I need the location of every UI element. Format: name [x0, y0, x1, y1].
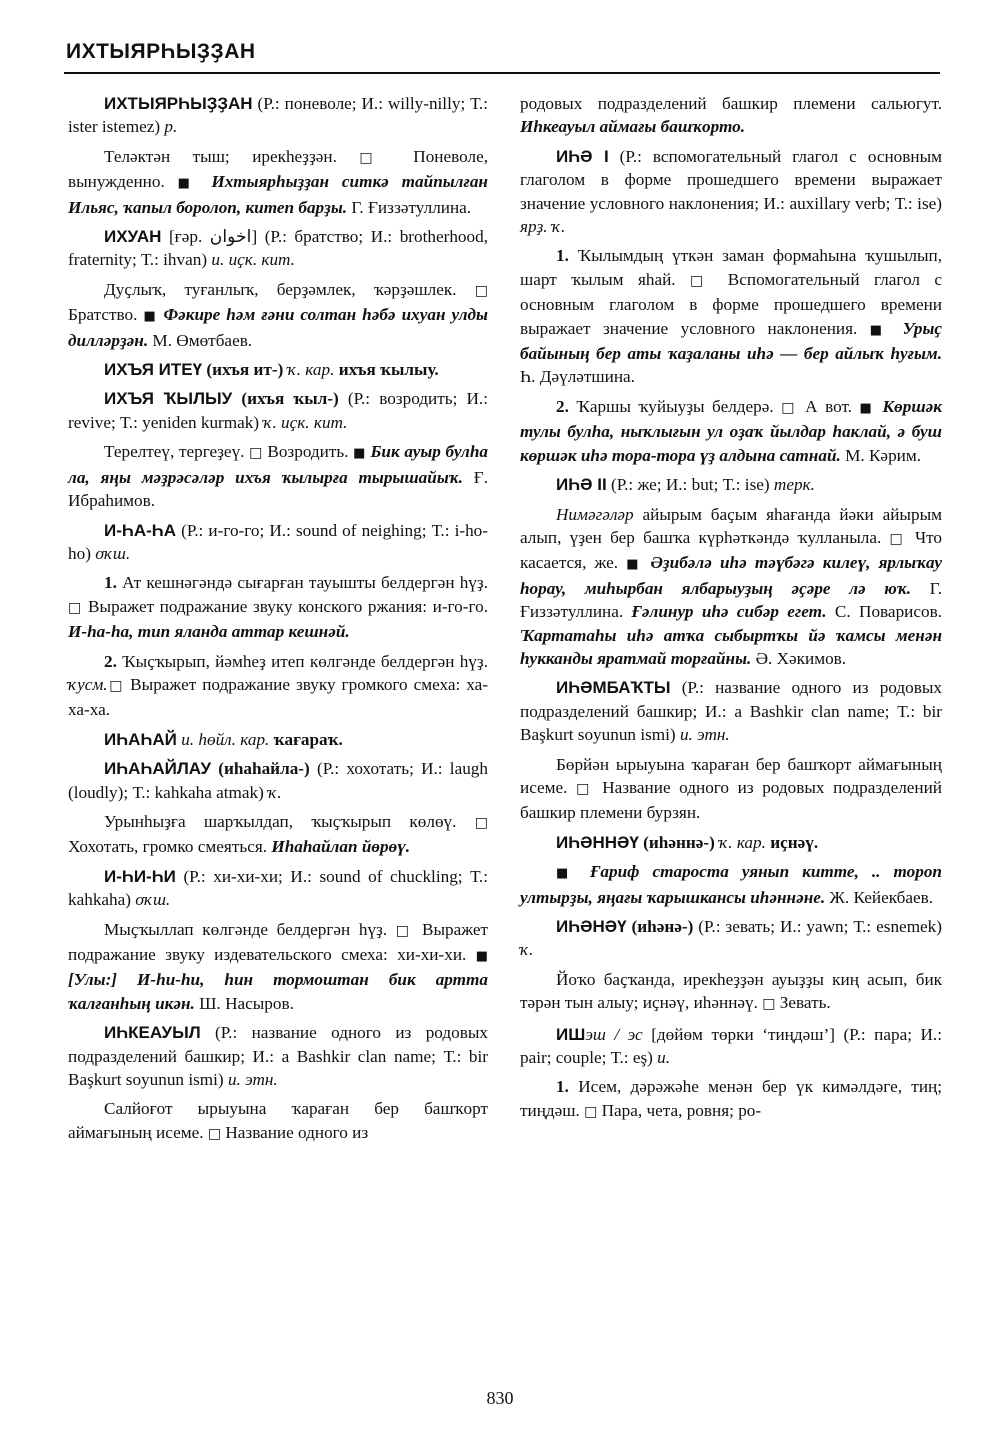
russian-gloss: Название одного из — [221, 1122, 369, 1142]
headword: ИҺАҺАЙ — [104, 729, 177, 749]
right-column — [520, 92, 942, 1130]
entry-paragraph — [520, 395, 942, 467]
example: Ҡартатаһы иһә атҡа сыбыртҡы йә ҡамсы менән һукканды яратмай торғайны. — [520, 625, 942, 668]
text: айырым баҫым яһағанда йәки айырым алып, үҙен бер башҡа күрһәткәндә ҡулланыла. — [520, 504, 942, 547]
open-square-icon: □ — [690, 272, 714, 289]
grammar-label: ҡ. — [268, 782, 282, 802]
headword: ИХЪЯ ИТЕҮ — [104, 360, 203, 380]
source: Ғ. Ибраһимов. — [68, 467, 489, 511]
text: Ҡаршы ҡуйыуҙы белдерә. — [568, 396, 782, 416]
bold-form: (иһәнә-) — [626, 917, 699, 936]
italic-term: эш / эс — [585, 1024, 643, 1044]
open-square-icon: □ — [584, 1103, 598, 1120]
grammar-label: и. этн. — [227, 1070, 278, 1090]
grammar-label: ҡ. кар. — [287, 360, 335, 380]
text: Терелтеү, тергеҙеү. — [104, 442, 250, 462]
russian-gloss: Возродить. — [262, 442, 354, 462]
russian-gloss: Выражет подражание звуку громкого смеха: ха-ха-ха. — [68, 674, 488, 720]
headword: И-ҺИ-ҺИ — [104, 866, 176, 886]
entry-paragraph — [68, 145, 488, 219]
filled-square-icon: ■ — [353, 446, 366, 462]
text: (Р.: же; И.: but; Т.: ise) — [606, 475, 774, 495]
russian-gloss: Зевать. — [775, 993, 831, 1013]
example: Иһкеауыл аймағы башҡорто. — [520, 117, 746, 137]
filled-square-icon: ■ — [869, 322, 891, 338]
headword: ИҺАҺАЙЛАУ — [104, 759, 212, 779]
russian-gloss: Что касается, же. — [520, 527, 942, 573]
filled-square-icon: ■ — [626, 557, 643, 573]
entry-headword-line — [68, 387, 488, 434]
bold-form: ҡағараҡ. — [269, 729, 343, 749]
headword: ИШ — [556, 1024, 586, 1044]
grammar-label: ҡ. — [520, 940, 534, 960]
entry-headword-line — [68, 865, 488, 912]
open-square-icon: □ — [249, 445, 263, 462]
source: Ж. Кейекбаев. — [825, 887, 934, 907]
running-head: ИХТЫЯРҺЫҘҘАН — [66, 40, 256, 63]
entry-headword-line — [68, 225, 488, 272]
headword: ИХУАН — [104, 227, 162, 247]
headword: ИХЪЯ ҠЫЛЫУ — [104, 389, 233, 409]
open-square-icon: □ — [395, 922, 414, 939]
entry-paragraph — [520, 244, 942, 388]
russian-gloss: Хохотать, громко смеяться. — [68, 837, 272, 857]
text: Мыҫҡыллап көлгәнде белдергән һүҙ. — [104, 919, 396, 939]
text: Йоҡо баҫҡанда, ирекһеҙҙән ауыҙҙы киң асып, бик тәрән тын алыу; иҫнәү, иһәннәү. — [520, 969, 942, 1013]
text: [ғәр. اخوان] (Р.: братство; И.: brotherhood, fraternity; Т.: ihvan) — [68, 227, 489, 270]
source: М. Өмөтбаев. — [148, 330, 253, 350]
russian-gloss: Братство. — [68, 305, 144, 325]
italic-term: Нимәгәләр — [556, 504, 634, 524]
bold-form: (ихъя ҡыл-) — [232, 389, 348, 409]
headword: ИҺӘНӘҮ — [556, 917, 627, 936]
example: Ғариф староста уянып китте, .. тороп ултырҙы, яңағы ҡарышкансы иһәннәне. — [520, 862, 942, 907]
text: Салйоғот ырыуына ҡараған бер башҡорт аймағының исеме. — [68, 1099, 488, 1142]
entry-headword-line — [68, 358, 488, 381]
text: (Р.: возродить; И.: revive; Т.: yeniden kurmak) — [68, 389, 488, 432]
grammar-label: и. иҫк. кит. — [211, 250, 295, 270]
text: (Р.: поневоле; И.: willy-nilly; Т.: ister istemez) — [68, 94, 488, 137]
text: (Р.: и-го-го; И.: sound of neighing; Т.: i-ho-ho) — [68, 520, 488, 563]
grammar-label: ярҙ. ҡ. — [520, 217, 566, 237]
open-square-icon: □ — [107, 677, 125, 694]
source: Һ. Дәүләтшина. — [520, 367, 635, 387]
source: Г. Ғиззәтуллина. — [520, 578, 942, 622]
text: Исем, дәрәжәһе менән бер үк кимәлдәге, тиң; тиңдәш. — [520, 1077, 942, 1120]
bold-form: (иһәннә-) — [638, 832, 720, 852]
bold-form: (ихъя ит-) — [202, 360, 288, 380]
source: Г. Ғиззәтуллина. — [347, 197, 472, 217]
grammar-label: р. — [164, 117, 178, 137]
bold-form: ихъя ҡылыу. — [334, 360, 439, 380]
entry-paragraph — [68, 440, 488, 512]
entry-headword-line — [520, 831, 942, 854]
source: М. Кәрим. — [840, 445, 922, 465]
headword: ИҺӘ II — [556, 475, 607, 495]
grammar-label: и. — [657, 1048, 671, 1068]
russian-gloss: Название одного из родовых подразделений башкир племени бурзян. — [520, 777, 943, 823]
text: (Р.: вспомогательный глагол с основным глаголом в форме прошедшего времени выражает значение условного наклонения; И.: auxillary verb; Т.: ise) — [520, 146, 942, 213]
grammar-label: ҡ. иҫк. кит. — [263, 412, 348, 432]
example: И-һа-һа, тип яланда аттар кешнәй. — [68, 622, 350, 642]
entry-headword-line — [520, 145, 942, 239]
entry-paragraph — [68, 1097, 488, 1146]
entry-paragraph — [68, 810, 488, 859]
example: Ихтыярһыҙҙан ситкә тайпылған Ильяс, ҡапыл боролоп, китеп барҙы. — [68, 172, 488, 217]
sense-number: 2. — [556, 396, 569, 416]
entry-headword-line — [520, 1023, 942, 1070]
grammar-label: ҡ. кар. — [719, 832, 766, 852]
filled-square-icon: ■ — [177, 176, 199, 192]
page-number: 830 — [486, 1388, 514, 1408]
entry-headword-line — [68, 757, 488, 804]
entry-headword-line — [68, 728, 488, 751]
text: Урынһыҙға шарҡылдап, ҡыҫҡырып көлөү. — [104, 811, 475, 831]
left-column — [68, 92, 488, 1152]
example: Фәкире һәм ғәни солтан һәбә ихуан улды дилләрҙән. — [68, 305, 488, 350]
text: (Р.: название одного из родовых подразделений башкир; И.: a Bashkir clan name; Т.: bir Başkurt soyunun ismi) — [68, 1023, 488, 1090]
entry-paragraph — [68, 278, 488, 352]
filled-square-icon: ■ — [859, 400, 875, 416]
open-square-icon: □ — [474, 282, 488, 299]
open-square-icon: □ — [207, 1125, 222, 1142]
example: Әҙибәлә иһә тәүбәгә килеү, ярлыҡау һорау, миһырбан ялбарыуҙың әҫәре лә юҡ. — [520, 553, 942, 598]
russian-gloss: Вспомогательный глагол с основным глаголом в форме прошедшего времени выражает значение условного наклонения. — [520, 269, 942, 338]
example: Урыҫ байының бер аты ҡаҙаланы иһә — бер айлыҡ һуғым. — [520, 318, 942, 364]
entry-paragraph — [520, 860, 942, 909]
text: родовых подразделений башкир племени сальюгут. — [520, 94, 942, 113]
russian-gloss: Пара, чета, ровня; ро- — [597, 1100, 762, 1120]
open-square-icon: □ — [576, 780, 594, 797]
example: Иһаһайлап йөрөү. — [271, 837, 411, 857]
filled-square-icon: ■ — [556, 866, 578, 882]
russian-gloss: Выражет подражание звуку издевательского смеха: хи-хи-хи. — [68, 919, 488, 964]
grammar-label: и. һөйл. кар. — [176, 729, 270, 749]
headword: ИҺӘННӘҮ — [556, 832, 639, 852]
filled-square-icon: ■ — [475, 949, 488, 964]
russian-gloss: Поневоле, вынужденно. — [68, 146, 489, 192]
text: (Р.: зевать; И.: yawn; Т.: esnemek) — [698, 917, 943, 936]
text: ‘тиңдәш’] (Р.: пара; И.: pair; couple; Т.: eş) — [520, 1024, 943, 1068]
source: Ш. Насыров. — [194, 993, 294, 1013]
text: Дуҫлыҡ, туғанлыҡ, берҙәмлек, ҡәрҙәшлек. — [104, 279, 475, 299]
sense-number: 2. — [104, 651, 117, 671]
example: [Улы:] И-һи-һи, һин тормоштан бик артта ҡалғанһың икән. — [68, 970, 488, 1013]
headword: ИҺКЕАУЫЛ — [104, 1023, 201, 1043]
text: Теләктән тыш; ирекһеҙҙән. — [104, 146, 360, 166]
grammar-label: ҡусм. — [68, 674, 108, 694]
open-square-icon: □ — [68, 599, 83, 616]
text: Бөрйән ырыуына ҡараған бер башҡорт аймағының исеме. — [520, 754, 942, 797]
header-rule — [64, 72, 940, 74]
russian-gloss: Выражет подражание звуку конского ржания: и-го-го. — [82, 596, 489, 616]
entry-headword-line — [520, 473, 942, 496]
filled-square-icon: ■ — [143, 309, 158, 325]
entry-paragraph — [68, 571, 488, 643]
example: Көршәк тулы булһа, ныҡлығын ул оҙаҡ йылдар һаклай, ә буш көршәк иһә тора-тора үҙ алдына сатнай. — [520, 396, 942, 465]
headword: ИҺӘ I — [556, 146, 609, 166]
entry-paragraph — [68, 918, 488, 1016]
open-square-icon: □ — [762, 996, 776, 1013]
headword: И-ҺА-ҺА — [104, 520, 176, 540]
entry-headword-line — [68, 519, 488, 566]
open-square-icon: □ — [889, 530, 907, 547]
example: Ғәлинур иһә сибәр егет. — [623, 602, 827, 622]
text: (Р.: название одного из родовых подразделений башкир; И.: a Bashkir clan name; Т.: bir Başkurt soyunun ismi) — [520, 678, 942, 745]
open-square-icon: □ — [781, 399, 798, 416]
entry-paragraph — [520, 753, 942, 825]
entry-headword-line — [520, 676, 942, 746]
source: Ә. Хәкимов. — [751, 648, 847, 668]
sense-number: 1. — [556, 1077, 569, 1097]
text: Ҡыҫҡырып, йәмһеҙ итеп көлгәнде белдергән һүҙ. — [116, 651, 488, 671]
bold-form: иҫнәү. — [765, 832, 819, 852]
entry-paragraph — [520, 92, 942, 139]
grammar-label: оҡш. — [135, 890, 171, 910]
entry-headword-line — [68, 92, 488, 139]
text: [дөйөм төрки — [642, 1024, 763, 1044]
grammar-label: терк. — [773, 475, 815, 495]
open-square-icon: □ — [359, 149, 391, 166]
entry-headword-line — [520, 915, 942, 962]
open-square-icon: □ — [474, 814, 488, 831]
headword: ИҺӘМБАҠТЫ — [556, 678, 671, 698]
entry-paragraph — [520, 968, 942, 1017]
example: Бик ауыр булһа ла, яңы мәҙрәсәләр ихъя ҡылырға тырышайыҡ. — [68, 442, 488, 487]
sense-number: 1. — [556, 246, 569, 266]
entry-paragraph — [68, 650, 488, 722]
text: Ҡылымдың үткән заман формаһына ҡушылып, шарт ҡылым яһай. — [520, 246, 942, 289]
text: (Р.: хи-хи-хи; И.: sound of chuckling; Т.: kahkaha) — [68, 866, 488, 910]
text: (Р.: хохотать; И.: laugh (loudly); Т.: kahkaha atmak) — [68, 759, 488, 802]
entry-headword-line — [68, 1021, 488, 1091]
text: Ат кешнәгәндә сығарған тауышты белдергән һүҙ. — [116, 573, 488, 593]
bold-form: (иһаһайла-) — [211, 759, 317, 779]
grammar-label: оҡш. — [95, 543, 131, 563]
sense-number: 1. — [104, 573, 117, 593]
entry-paragraph — [520, 1075, 942, 1124]
grammar-label: и. этн. — [679, 725, 730, 745]
entry-paragraph — [520, 503, 942, 671]
headword: ИХТЫЯРҺЫҘҘАН — [104, 94, 253, 113]
russian-gloss: А вот. — [797, 396, 860, 416]
source: С. Поварисов. — [826, 602, 942, 622]
